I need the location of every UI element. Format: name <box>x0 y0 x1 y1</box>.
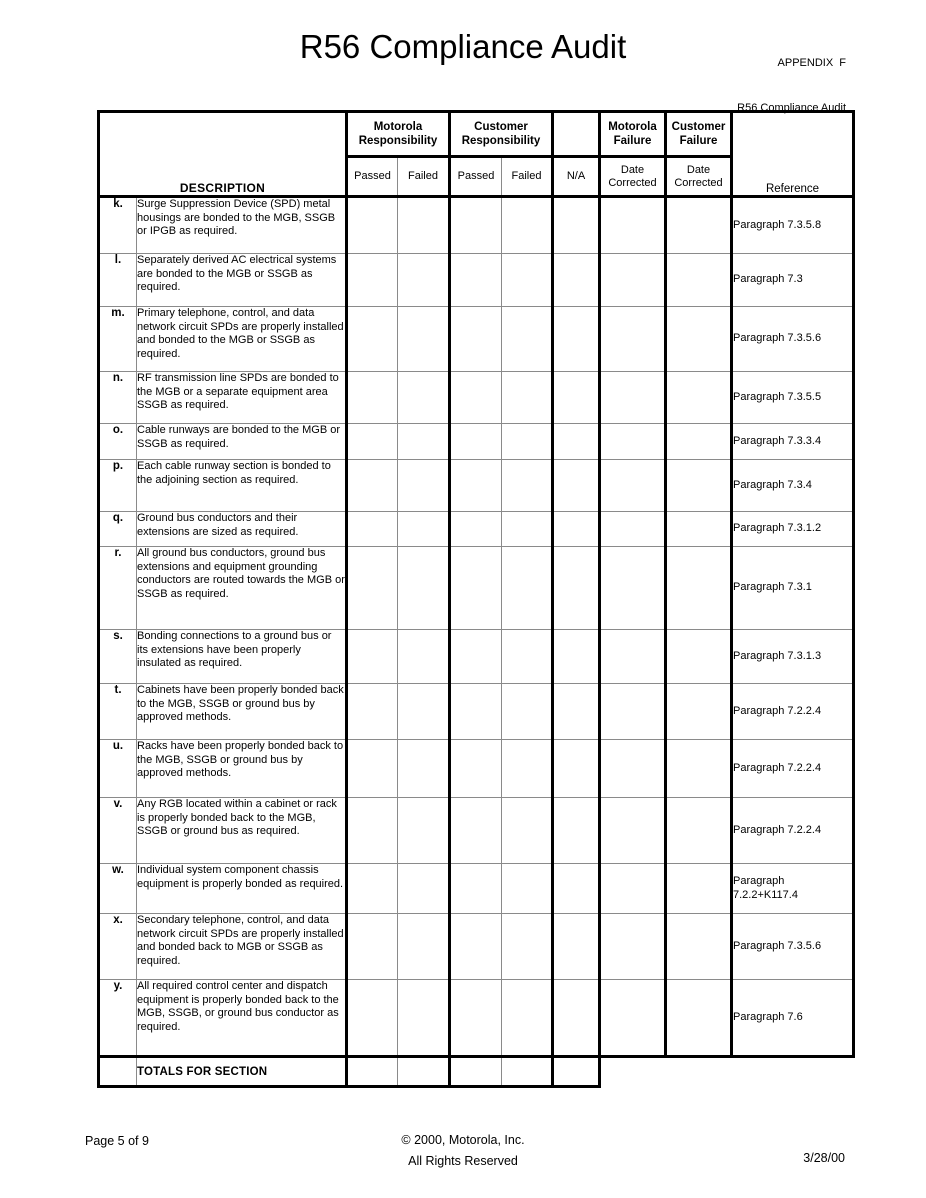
motorola-passed-cell <box>347 372 398 424</box>
table-row <box>99 424 854 460</box>
document-date: 3/28/00 <box>803 1151 845 1165</box>
totals-row <box>99 1057 854 1087</box>
motorola-passed-cell <box>347 914 398 980</box>
row-reference: Paragraph 7.3.1.2 <box>732 512 854 547</box>
na-cell <box>553 307 600 372</box>
row-letter: s. <box>99 630 137 684</box>
customer-date-corrected-cell <box>666 197 732 254</box>
appendix-line2: R56 Compliance Audit <box>737 102 846 114</box>
customer-failed-cell <box>502 980 553 1057</box>
na-cell <box>553 424 600 460</box>
compliance-audit-table <box>97 110 855 1088</box>
motorola-date-corrected-cell <box>600 740 666 798</box>
motorola-date-corrected-cell <box>600 307 666 372</box>
na-cell <box>553 740 600 798</box>
na-cell <box>553 197 600 254</box>
motorola-failed-cell <box>398 460 450 512</box>
customer-date-corrected-cell <box>666 372 732 424</box>
motorola-failed-cell <box>398 798 450 864</box>
table-row <box>99 197 854 254</box>
motorola-date-corrected-cell <box>600 630 666 684</box>
customer-date-corrected-cell <box>666 630 732 684</box>
row-reference: Paragraph 7.2.2.4 <box>732 684 854 740</box>
totals-na-cell <box>553 1057 600 1087</box>
customer-failed-cell <box>502 460 553 512</box>
motorola-passed-cell <box>347 864 398 914</box>
motorola-date-corrected-cell <box>600 547 666 630</box>
customer-passed-cell <box>450 307 502 372</box>
row-description: Cable runways are bonded to the MGB or SSGB as required. <box>137 424 347 460</box>
document-footer <box>0 1128 926 1178</box>
appendix-line1: APPENDIX F <box>777 57 846 69</box>
table-row <box>99 684 854 740</box>
table-row <box>99 630 854 684</box>
column-header-description: DESCRIPTION <box>99 112 347 197</box>
row-letter: x. <box>99 914 137 980</box>
page-title: R56 Compliance Audit <box>299 28 627 65</box>
motorola-failed-cell <box>398 254 450 307</box>
motorola-failed-cell <box>398 740 450 798</box>
motorola-failed-cell <box>398 197 450 254</box>
row-reference: Paragraph 7.3.1 <box>732 547 854 630</box>
customer-date-corrected-cell <box>666 254 732 307</box>
motorola-failed-cell <box>398 547 450 630</box>
row-reference: Paragraph 7.3.3.4 <box>732 424 854 460</box>
customer-passed-cell <box>450 740 502 798</box>
row-letter: p. <box>99 460 137 512</box>
motorola-passed-cell <box>347 512 398 547</box>
customer-failed-cell <box>502 307 553 372</box>
customer-date-corrected-cell <box>666 547 732 630</box>
row-description: Each cable runway section is bonded to the adjoining section as required. <box>137 460 347 512</box>
table-row <box>99 798 854 864</box>
row-reference: Paragraph 7.3.5.6 <box>732 914 854 980</box>
customer-failed-cell <box>502 914 553 980</box>
motorola-date-corrected-cell <box>600 424 666 460</box>
motorola-passed-cell <box>347 740 398 798</box>
table-row <box>99 512 854 547</box>
customer-date-corrected-cell <box>666 684 732 740</box>
row-description: Individual system component chassis equipment is properly bonded as required. <box>137 864 347 914</box>
row-letter: v. <box>99 798 137 864</box>
column-header-motorola-responsibility: Motorola Responsibility <box>347 112 450 157</box>
customer-passed-cell <box>450 864 502 914</box>
row-reference: Paragraph 7.3.1.3 <box>732 630 854 684</box>
table-row <box>99 547 854 630</box>
row-reference: Paragraph 7.3.4 <box>732 460 854 512</box>
customer-passed-cell <box>450 684 502 740</box>
column-header-customer-passed: Passed <box>450 157 502 197</box>
table-row <box>99 372 854 424</box>
row-letter: o. <box>99 424 137 460</box>
customer-failed-cell <box>502 547 553 630</box>
motorola-failed-cell <box>398 684 450 740</box>
row-letter: r. <box>99 547 137 630</box>
motorola-date-corrected-cell <box>600 197 666 254</box>
na-cell <box>553 512 600 547</box>
row-description: Secondary telephone, control, and data network circuit SPDs are properly installed and bonded back to MGB or SSGB as required. <box>137 914 347 980</box>
customer-date-corrected-cell <box>666 740 732 798</box>
customer-failed-cell <box>502 864 553 914</box>
totals-motorola-failed-cell <box>398 1057 450 1087</box>
motorola-failed-cell <box>398 914 450 980</box>
customer-date-corrected-cell <box>666 798 732 864</box>
column-header-customer-date-corrected: Date Corrected <box>666 157 732 197</box>
column-header-motorola-date-corrected: Date Corrected <box>600 157 666 197</box>
row-reference: Paragraph 7.3 <box>732 254 854 307</box>
row-description: Primary telephone, control, and data network circuit SPDs are properly installed and bonded to the MGB or SSGB as required. <box>137 307 347 372</box>
column-header-motorola-failure: Motorola Failure <box>600 112 666 157</box>
row-description: Ground bus conductors and their extensions are sized as required. <box>137 512 347 547</box>
customer-passed-cell <box>450 424 502 460</box>
totals-customer-passed-cell <box>450 1057 502 1087</box>
column-header-motorola-failed: Failed <box>398 157 450 197</box>
motorola-failed-cell <box>398 424 450 460</box>
copyright-notice <box>0 1130 926 1172</box>
column-header-motorola-passed: Passed <box>347 157 398 197</box>
table-body <box>99 197 854 1057</box>
na-cell <box>553 630 600 684</box>
na-cell <box>553 798 600 864</box>
row-letter: q. <box>99 512 137 547</box>
customer-failed-cell <box>502 424 553 460</box>
motorola-passed-cell <box>347 307 398 372</box>
totals-letter-spacer <box>99 1057 137 1087</box>
row-letter: u. <box>99 740 137 798</box>
column-header-na-spacer <box>553 112 600 157</box>
copyright-line1: © 2000, Motorola, Inc. <box>401 1133 525 1147</box>
motorola-passed-cell <box>347 980 398 1057</box>
motorola-date-corrected-cell <box>600 864 666 914</box>
customer-date-corrected-cell <box>666 424 732 460</box>
motorola-date-corrected-cell <box>600 684 666 740</box>
customer-failed-cell <box>502 512 553 547</box>
customer-passed-cell <box>450 914 502 980</box>
table-totals <box>99 1057 854 1087</box>
customer-failed-cell <box>502 798 553 864</box>
motorola-failed-cell <box>398 307 450 372</box>
column-header-customer-responsibility: Customer Responsibility <box>450 112 553 157</box>
row-letter: n. <box>99 372 137 424</box>
motorola-passed-cell <box>347 460 398 512</box>
row-letter: m. <box>99 307 137 372</box>
row-reference: Paragraph 7.2.2.4 <box>732 798 854 864</box>
motorola-failed-cell <box>398 864 450 914</box>
motorola-passed-cell <box>347 630 398 684</box>
customer-date-corrected-cell <box>666 460 732 512</box>
row-description: Separately derived AC electrical systems are bonded to the MGB or SSGB as required. <box>137 254 347 307</box>
customer-passed-cell <box>450 547 502 630</box>
motorola-date-corrected-cell <box>600 980 666 1057</box>
table-row <box>99 460 854 512</box>
customer-date-corrected-cell <box>666 512 732 547</box>
table-header <box>99 112 854 197</box>
customer-failed-cell <box>502 740 553 798</box>
row-description: All ground bus conductors, ground bus extensions and equipment grounding conductors are routed towards the MGB or SSGB as required. <box>137 547 347 630</box>
row-letter: l. <box>99 254 137 307</box>
column-header-customer-failure: Customer Failure <box>666 112 732 157</box>
table-row <box>99 980 854 1057</box>
motorola-date-corrected-cell <box>600 914 666 980</box>
table-row <box>99 740 854 798</box>
motorola-passed-cell <box>347 798 398 864</box>
totals-customer-failed-cell <box>502 1057 553 1087</box>
row-reference: Paragraph 7.2.2+K117.4 <box>732 864 854 914</box>
page-number: Page 5 of 9 <box>85 1134 149 1148</box>
row-description: Cabinets have been properly bonded back to the MGB, SSGB or ground bus by approved methods. <box>137 684 347 740</box>
motorola-failed-cell <box>398 980 450 1057</box>
row-letter: t. <box>99 684 137 740</box>
customer-date-corrected-cell <box>666 980 732 1057</box>
row-letter: k. <box>99 197 137 254</box>
motorola-date-corrected-cell <box>600 798 666 864</box>
customer-passed-cell <box>450 630 502 684</box>
table-row <box>99 307 854 372</box>
na-cell <box>553 914 600 980</box>
totals-ghost-area <box>600 1057 854 1087</box>
motorola-failed-cell <box>398 372 450 424</box>
row-description: Surge Suppression Device (SPD) metal housings are bonded to the MGB, SSGB or IPGB as required. <box>137 197 347 254</box>
totals-motorola-passed-cell <box>347 1057 398 1087</box>
customer-failed-cell <box>502 684 553 740</box>
row-description: Racks have been properly bonded back to the MGB, SSGB or ground bus by approved methods. <box>137 740 347 798</box>
column-header-customer-failed: Failed <box>502 157 553 197</box>
customer-passed-cell <box>450 512 502 547</box>
motorola-passed-cell <box>347 197 398 254</box>
customer-date-corrected-cell <box>666 914 732 980</box>
motorola-date-corrected-cell <box>600 372 666 424</box>
na-cell <box>553 684 600 740</box>
document-header <box>0 24 926 114</box>
row-description: RF transmission line SPDs are bonded to the MGB or a separate equipment area SSGB as required. <box>137 372 347 424</box>
row-reference: Paragraph 7.6 <box>732 980 854 1057</box>
totals-label: TOTALS FOR SECTION <box>137 1057 347 1087</box>
row-description: Bonding connections to a ground bus or its extensions have been properly insulated as required. <box>137 630 347 684</box>
customer-date-corrected-cell <box>666 864 732 914</box>
motorola-passed-cell <box>347 547 398 630</box>
motorola-passed-cell <box>347 254 398 307</box>
row-reference: Paragraph 7.3.5.5 <box>732 372 854 424</box>
customer-passed-cell <box>450 372 502 424</box>
motorola-failed-cell <box>398 512 450 547</box>
customer-passed-cell <box>450 980 502 1057</box>
row-description: All required control center and dispatch equipment is properly bonded back to the MGB, SSGB, or ground bus conductor as required. <box>137 980 347 1057</box>
row-letter: y. <box>99 980 137 1057</box>
customer-failed-cell <box>502 630 553 684</box>
table-row <box>99 254 854 307</box>
column-header-reference: Reference <box>732 112 854 197</box>
customer-passed-cell <box>450 798 502 864</box>
row-reference: Paragraph 7.3.5.8 <box>732 197 854 254</box>
motorola-failed-cell <box>398 630 450 684</box>
na-cell <box>553 372 600 424</box>
na-cell <box>553 547 600 630</box>
customer-failed-cell <box>502 197 553 254</box>
copyright-line2: All Rights Reserved <box>408 1154 518 1168</box>
row-description: Any RGB located within a cabinet or rack is properly bonded back to the MGB, SSGB or ground bus as required. <box>137 798 347 864</box>
row-reference: Paragraph 7.3.5.6 <box>732 307 854 372</box>
motorola-passed-cell <box>347 684 398 740</box>
customer-passed-cell <box>450 197 502 254</box>
customer-passed-cell <box>450 254 502 307</box>
customer-date-corrected-cell <box>666 307 732 372</box>
table-row <box>99 914 854 980</box>
na-cell <box>553 864 600 914</box>
motorola-date-corrected-cell <box>600 254 666 307</box>
customer-failed-cell <box>502 254 553 307</box>
column-header-na: N/A <box>553 157 600 197</box>
motorola-date-corrected-cell <box>600 512 666 547</box>
motorola-passed-cell <box>347 424 398 460</box>
customer-passed-cell <box>450 460 502 512</box>
na-cell <box>553 460 600 512</box>
motorola-date-corrected-cell <box>600 460 666 512</box>
na-cell <box>553 254 600 307</box>
customer-failed-cell <box>502 372 553 424</box>
table-row <box>99 864 854 914</box>
row-reference: Paragraph 7.2.2.4 <box>732 740 854 798</box>
row-letter: w. <box>99 864 137 914</box>
na-cell <box>553 980 600 1057</box>
